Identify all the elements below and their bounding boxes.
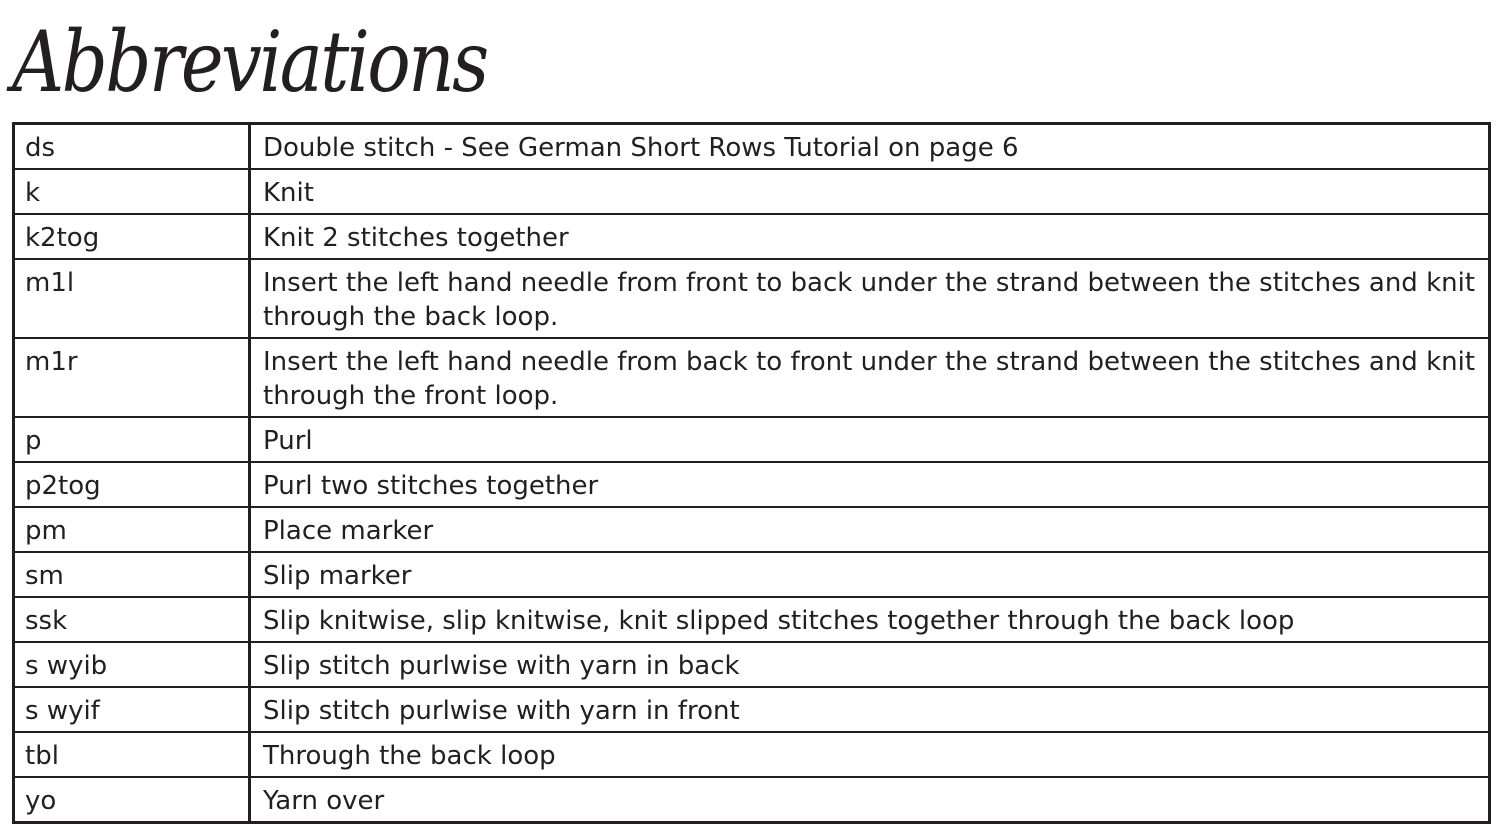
- table-row: [14, 597, 1490, 642]
- table-row: [14, 124, 1490, 170]
- abbreviation-cell: sm: [14, 552, 250, 597]
- table-row: [14, 552, 1490, 597]
- abbreviation-cell: m1l: [14, 259, 250, 338]
- definition-cell: Purl: [250, 417, 1490, 462]
- table-row: [14, 732, 1490, 777]
- abbreviation-cell: ssk: [14, 597, 250, 642]
- definition-cell: Slip stitch purlwise with yarn in front: [250, 687, 1490, 732]
- abbreviation-cell: s wyib: [14, 642, 250, 687]
- abbreviation-cell: s wyif: [14, 687, 250, 732]
- definition-cell: Knit: [250, 169, 1490, 214]
- table-row: [14, 642, 1490, 687]
- table-row: [14, 338, 1490, 417]
- table-row: [14, 214, 1490, 259]
- definition-cell: Place marker: [250, 507, 1490, 552]
- definition-cell: Insert the left hand needle from front to back under the strand between the stitches and knit through the back loop.: [250, 259, 1490, 338]
- abbreviation-cell: tbl: [14, 732, 250, 777]
- table-row: [14, 462, 1490, 507]
- table-row: [14, 687, 1490, 732]
- definition-cell: Through the back loop: [250, 732, 1490, 777]
- abbreviation-cell: ds: [14, 124, 250, 170]
- abbreviation-cell: pm: [14, 507, 250, 552]
- abbreviation-cell: p: [14, 417, 250, 462]
- table-row: [14, 169, 1490, 214]
- abbreviations-table: [12, 122, 1491, 824]
- abbreviations-table-body: [14, 124, 1490, 823]
- abbreviation-cell: yo: [14, 777, 250, 823]
- definition-cell: Yarn over: [250, 777, 1490, 823]
- definition-cell: Knit 2 stitches together: [250, 214, 1490, 259]
- page-title: Abbreviations: [12, 13, 487, 111]
- definition-cell: Slip stitch purlwise with yarn in back: [250, 642, 1490, 687]
- definition-cell: Insert the left hand needle from back to front under the strand between the stitches and knit through the front loop.: [250, 338, 1490, 417]
- table-row: [14, 417, 1490, 462]
- table-row: [14, 259, 1490, 338]
- definition-cell: Purl two stitches together: [250, 462, 1490, 507]
- definition-cell: Slip marker: [250, 552, 1490, 597]
- abbreviation-cell: p2tog: [14, 462, 250, 507]
- definition-cell: Slip knitwise, slip knitwise, knit slipped stitches together through the back loop: [250, 597, 1490, 642]
- abbreviation-cell: m1r: [14, 338, 250, 417]
- abbreviation-cell: k2tog: [14, 214, 250, 259]
- table-row: [14, 777, 1490, 823]
- abbreviation-cell: k: [14, 169, 250, 214]
- table-row: [14, 507, 1490, 552]
- definition-cell: Double stitch - See German Short Rows Tutorial on page 6: [250, 124, 1490, 170]
